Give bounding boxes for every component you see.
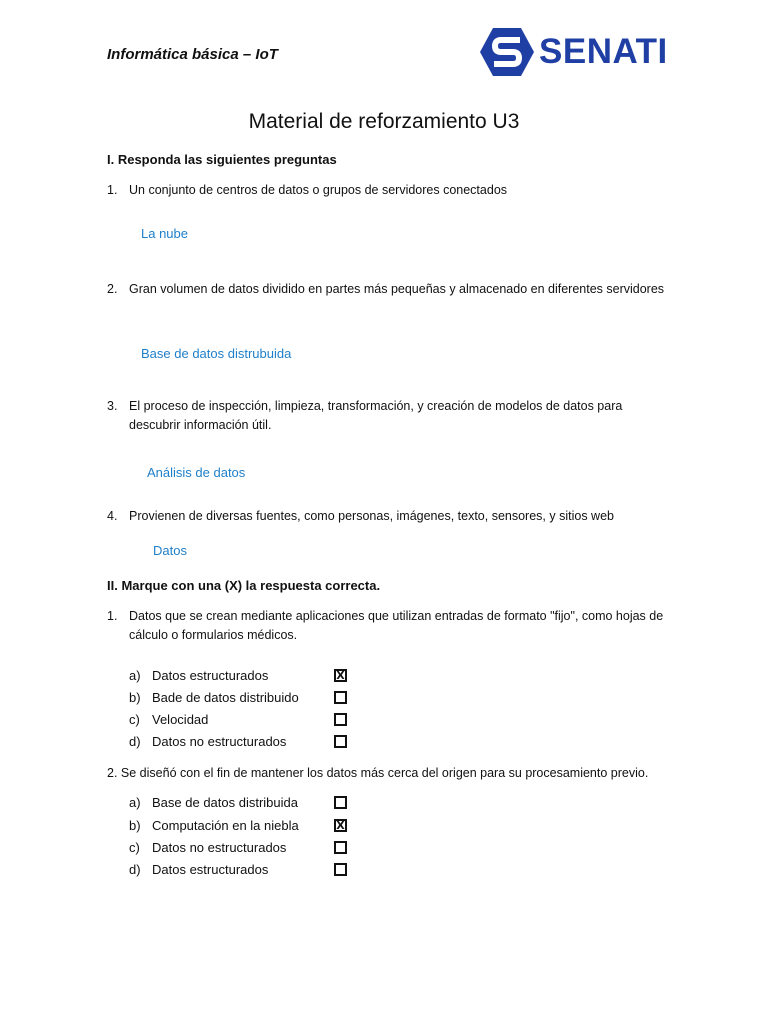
option-letter: c): [129, 712, 140, 727]
question-3: [107, 397, 667, 435]
senati-emblem-icon: [479, 26, 535, 78]
option-label: Base de datos distribuida: [152, 795, 298, 810]
question-2: [107, 280, 667, 299]
option-checkbox[interactable]: [334, 841, 347, 854]
section-1-heading: I. Responda las siguientes preguntas: [107, 152, 337, 167]
option-checkbox[interactable]: [334, 735, 347, 748]
mc1-option-b: [129, 690, 369, 710]
course-header: Informática básica – IoT: [107, 46, 278, 63]
option-label: Computación en la niebla: [152, 818, 299, 833]
mc2-option-a: [129, 795, 369, 815]
question-number: 2.: [107, 282, 118, 296]
question-text: Provienen de diversas fuentes, como personas, imágenes, texto, sensores, y sitios web: [129, 509, 614, 523]
option-letter: d): [129, 862, 141, 877]
mc1-option-a: [129, 668, 369, 688]
mc-question-2: [107, 764, 648, 783]
option-letter: a): [129, 795, 141, 810]
option-checkbox[interactable]: [334, 691, 347, 704]
option-letter: b): [129, 690, 141, 705]
answer-1: La nube: [141, 226, 188, 241]
option-label: Datos no estructurados: [152, 840, 287, 855]
question-4: [107, 507, 667, 526]
question-number: 2.: [107, 766, 118, 780]
senati-logo: [479, 26, 668, 78]
option-letter: b): [129, 818, 141, 833]
question-text: Datos que se crean mediante aplicaciones que utilizan entradas de formato "fijo", como hojas de cálculo o formularios médicos.: [129, 609, 664, 642]
question-text: Se diseñó con el fin de mantener los datos más cerca del origen para su procesamiento previo.: [120, 766, 649, 780]
logo-wordmark: SENATI: [539, 32, 668, 71]
question-number: 4.: [107, 509, 118, 523]
question-number: 1.: [107, 183, 118, 197]
question-1: [107, 181, 667, 200]
option-letter: a): [129, 668, 141, 683]
option-label: Datos estructurados: [152, 862, 269, 877]
question-text: Un conjunto de centros de datos o grupos de servidores conectados: [129, 183, 508, 197]
mc2-option-b: [129, 818, 369, 838]
option-checkbox[interactable]: [334, 796, 347, 809]
answer-2: Base de datos distrubuida: [141, 346, 292, 361]
option-checkbox[interactable]: X: [334, 669, 347, 682]
option-label: Bade de datos distribuido: [152, 690, 299, 705]
section-2-heading: II. Marque con una (X) la respuesta correcta.: [107, 578, 381, 593]
mc-question-1: [107, 607, 667, 645]
option-label: Velocidad: [152, 712, 209, 727]
mc2-option-d: [129, 862, 369, 882]
question-number: 3.: [107, 399, 118, 413]
mc1-option-c: [129, 712, 369, 732]
question-text: Gran volumen de datos dividido en partes más pequeñas y almacenado en diferentes servidores: [129, 282, 665, 296]
option-letter: c): [129, 840, 140, 855]
question-text: El proceso de inspección, limpieza, transformación, y creación de modelos de datos para descubrir información útil.: [129, 399, 623, 432]
question-number: 1.: [107, 609, 118, 623]
answer-4: Datos: [153, 543, 187, 558]
option-label: Datos estructurados: [152, 668, 269, 683]
option-label: Datos no estructurados: [152, 734, 287, 749]
option-checkbox[interactable]: [334, 863, 347, 876]
option-letter: d): [129, 734, 141, 749]
mc1-option-d: [129, 734, 369, 754]
option-checkbox[interactable]: [334, 713, 347, 726]
mc2-option-c: [129, 840, 369, 860]
answer-3: Análisis de datos: [147, 465, 246, 480]
page-title: Material de reforzamiento U3: [248, 110, 520, 133]
option-checkbox[interactable]: X: [334, 819, 347, 832]
